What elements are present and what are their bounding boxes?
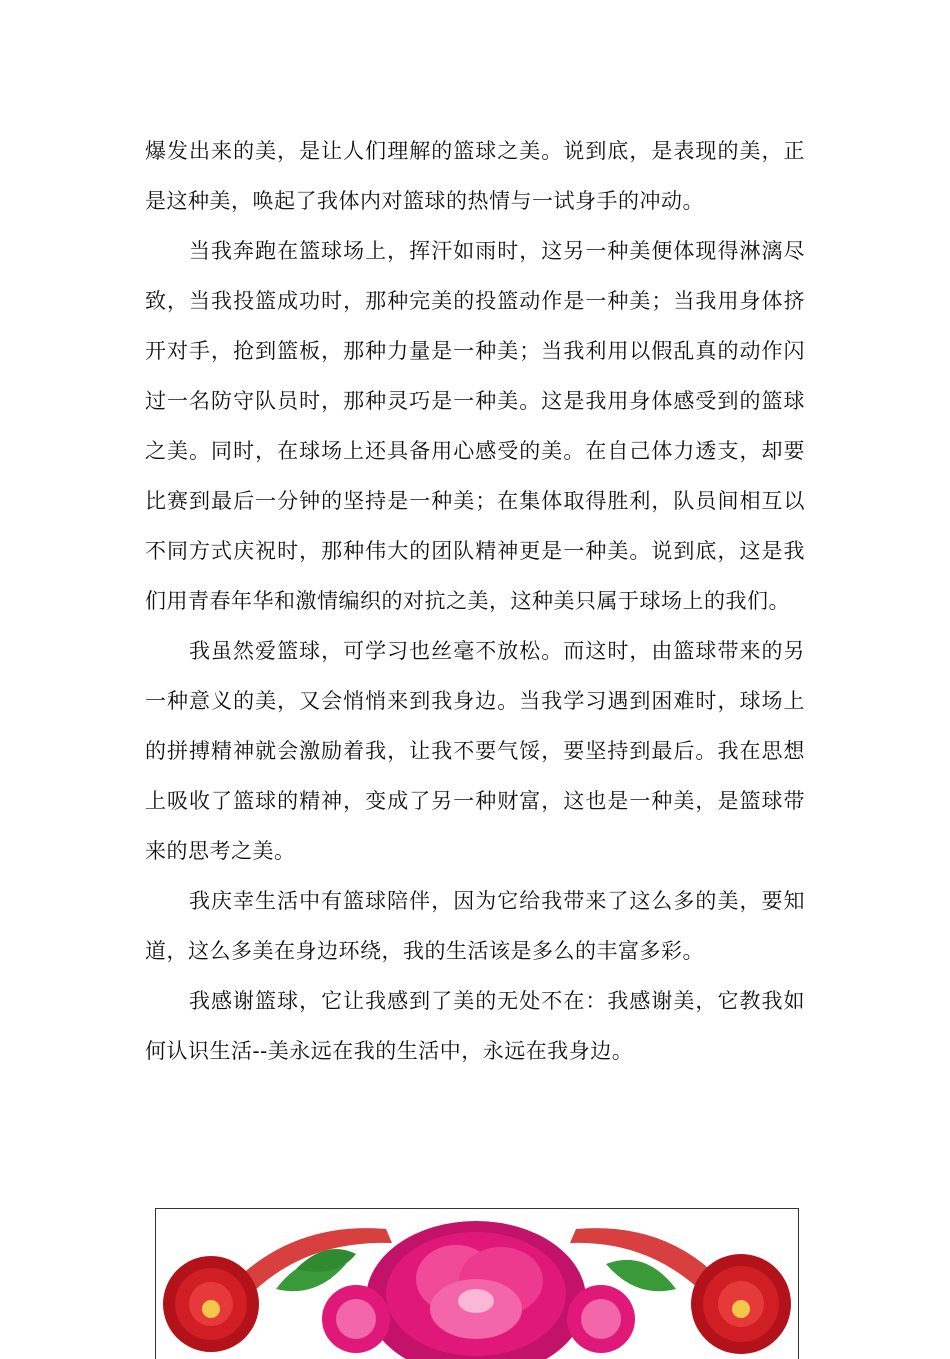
pink-flower-small-left (322, 1285, 390, 1353)
red-flower-right (691, 1254, 791, 1354)
pink-flower-small-right (567, 1285, 635, 1353)
flower-illustration (156, 1209, 798, 1359)
body-text (145, 126, 805, 1076)
paragraph-5: 我感谢篮球，它让我感到了美的无处不在：我感谢美，它教我如何认识生活--美永远在我的生活中，永远在我身边。 (145, 989, 805, 1063)
paragraph-3: 我虽然爱篮球，可学习也丝毫不放松。而这时，由篮球带来的另一种意义的美，又会悄悄来到我身边。当我学习遇到困难时，球场上的拼搏精神就会激励着我，让我不要气馁，要坚持到最后。我在思想上吸收了篮球的精神，变成了另一种财富，这也是一种美，是篮球带来的思考之美。 (145, 639, 805, 863)
paragraph-4: 我庆幸生活中有篮球陪伴，因为它给我带来了这么多的美，要知道，这么多美在身边环绕，我的生活该是多么的丰富多彩。 (145, 889, 805, 963)
paragraph-2: 当我奔跑在篮球场上，挥汗如雨时，这另一种美便体现得淋漓尽致，当我投篮成功时，那种完美的投篮动作是一种美；当我用身体挤开对手，抢到篮板，那种力量是一种美；当我利用以假乱真的动作闪过一名防守队员时，那种灵巧是一种美。这是我用身体感受到的篮球之美。同时，在球场上还具备用心感受的美。在自己体力透支，却要比赛到最后一分钟的坚持是一种美；在集体取得胜利，队员间相互以不同方式庆祝时，那种伟大的团队精神更是一种美。说到底，这是我们用青春年华和激情编织的对抗之美，这种美只属于球场上的我们。 (145, 239, 805, 613)
paragraph-1: 爆发出来的美，是让人们理解的篮球之美。说到底，是表现的美，正是这种美，唤起了我体内对篮球的热情与一试身手的冲动。 (145, 139, 805, 213)
peony-flower-banner (155, 1208, 799, 1359)
red-flower-left (163, 1256, 259, 1352)
pink-flower-center (366, 1221, 586, 1359)
